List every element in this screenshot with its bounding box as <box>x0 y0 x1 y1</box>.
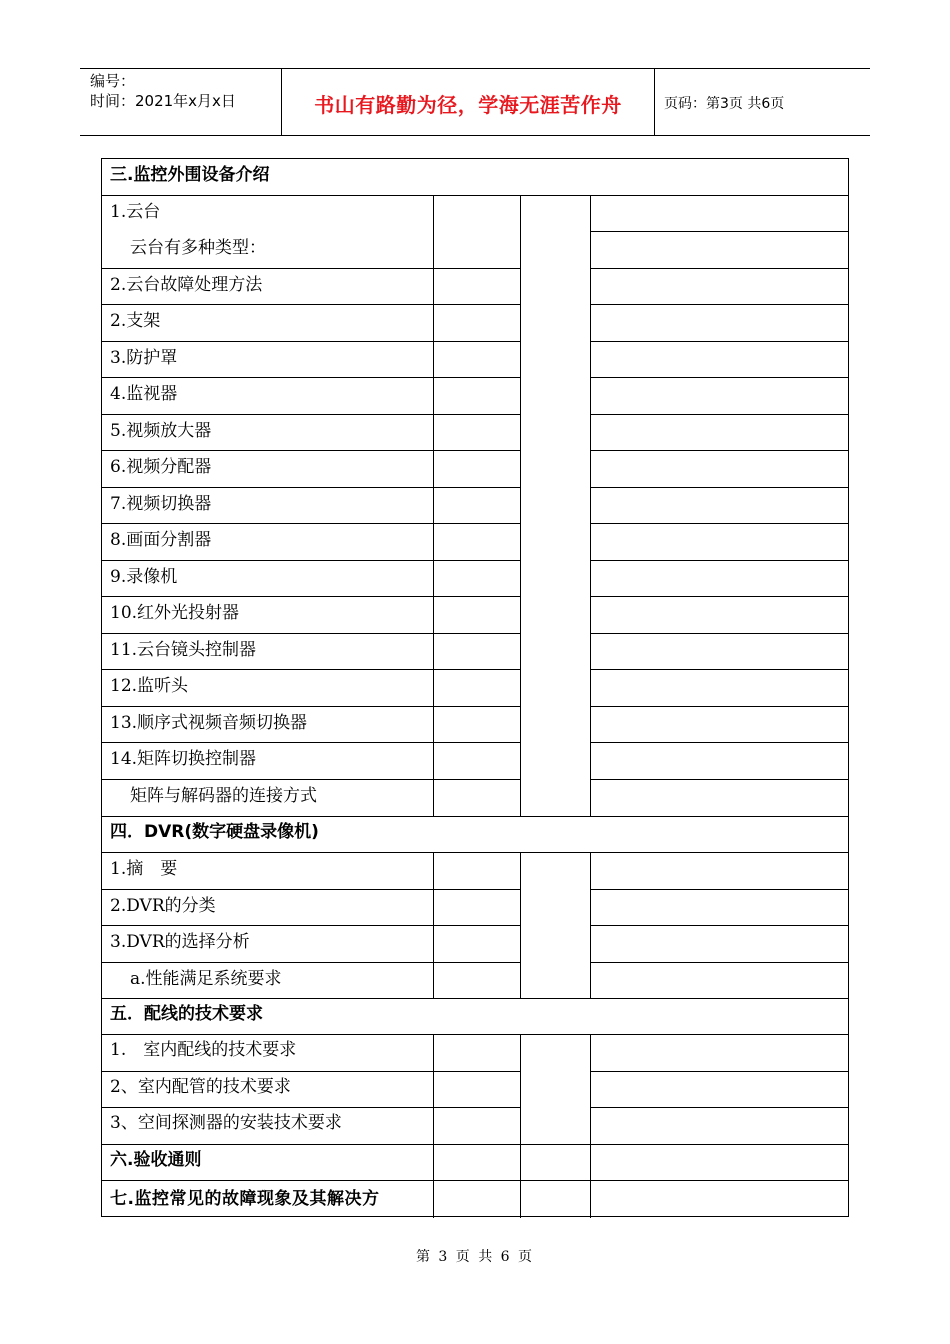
grid-line <box>433 195 434 816</box>
item-label: 8.画面分割器 <box>110 530 212 550</box>
grid-line <box>590 231 848 232</box>
section-title: 五．配线的技术要求 <box>110 1004 263 1024</box>
table-row <box>102 1034 848 1071</box>
grid-line <box>102 1107 520 1108</box>
header-meta <box>90 71 236 111</box>
section-title: 六.验收通则 <box>110 1150 202 1170</box>
grid-line <box>590 487 848 488</box>
grid-line <box>590 925 848 926</box>
number-label: 编号： <box>90 72 136 90</box>
grid-line <box>102 669 520 670</box>
grid-line <box>590 1107 848 1108</box>
grid-line <box>433 1144 434 1218</box>
grid-line <box>590 1034 591 1144</box>
item-label: 1. 室内配线的技术要求 <box>110 1040 297 1060</box>
table-row <box>102 889 848 925</box>
grid-line <box>102 341 520 342</box>
grid-line <box>102 706 520 707</box>
grid-line <box>102 304 520 305</box>
section-row <box>102 159 848 195</box>
grid-line <box>433 852 434 998</box>
table-row <box>102 1071 848 1107</box>
grid-line <box>102 268 520 269</box>
table-row <box>102 304 848 341</box>
grid-line <box>590 596 848 597</box>
grid-line <box>590 523 848 524</box>
item-label: 7.视频切换器 <box>110 494 212 514</box>
grid-line <box>102 889 520 890</box>
item-label: 2.支架 <box>110 311 161 331</box>
table-row <box>102 231 848 268</box>
item-label: a.性能满足系统要求 <box>130 969 282 989</box>
item-label: 云台有多种类型： <box>130 238 266 258</box>
grid-line <box>590 852 591 998</box>
section-title: 四．DVR(数字硬盘录像机) <box>110 822 319 842</box>
grid-line <box>102 195 848 196</box>
grid-line <box>590 706 848 707</box>
grid-line <box>102 414 520 415</box>
item-label: 11.云台镜头控制器 <box>110 640 257 660</box>
grid-line <box>590 341 848 342</box>
item-label: 14.矩阵切换控制器 <box>110 749 257 769</box>
page-info: 页码：第3页 共6页 <box>664 96 785 112</box>
section-title: 三.监控外围设备介绍 <box>110 165 270 185</box>
item-label: 5.视频放大器 <box>110 421 212 441</box>
table-row <box>102 377 848 414</box>
item-label: 3.防护罩 <box>110 348 178 368</box>
table-row <box>102 962 848 998</box>
table-row <box>102 487 848 523</box>
grid-line <box>590 962 848 963</box>
grid-line <box>433 1034 434 1144</box>
grid-line <box>520 1034 521 1144</box>
table-row <box>102 669 848 706</box>
grid-line <box>590 669 848 670</box>
table-row <box>102 450 848 487</box>
item-label: 3.DVR的选择分析 <box>110 932 250 952</box>
grid-line <box>520 852 521 998</box>
table-row <box>102 633 848 669</box>
grid-line <box>102 998 848 999</box>
grid-line <box>102 450 520 451</box>
table-row <box>102 706 848 742</box>
grid-line <box>520 195 521 816</box>
grid-line <box>590 889 848 890</box>
table-row <box>102 742 848 779</box>
grid-line <box>590 377 848 378</box>
table-row <box>102 560 848 596</box>
motto: 书山有路勤为径，学海无涯苦作舟 <box>314 93 622 117</box>
grid-line <box>590 1071 848 1072</box>
item-label: 2.云台故障处理方法 <box>110 275 263 295</box>
item-label: 9.录像机 <box>110 567 178 587</box>
grid-line <box>102 377 520 378</box>
item-label: 1.云台 <box>110 202 161 222</box>
item-label: 12.监听头 <box>110 676 189 696</box>
item-label: 2、室内配管的技术要求 <box>110 1077 291 1097</box>
outline-table <box>101 158 849 1217</box>
table-row <box>102 852 848 889</box>
grid-line <box>590 450 848 451</box>
grid-line <box>102 1071 520 1072</box>
table-row <box>102 596 848 633</box>
item-label: 6.视频分配器 <box>110 457 212 477</box>
grid-line <box>590 1144 591 1218</box>
grid-line <box>590 195 591 816</box>
grid-line <box>590 414 848 415</box>
grid-line <box>590 742 848 743</box>
grid-line <box>102 596 520 597</box>
grid-line <box>102 560 520 561</box>
date-label: 时间：2021年x月x日 <box>90 92 236 110</box>
grid-line <box>102 925 520 926</box>
section-title: 七.监控常见的故障现象及其解决方 <box>110 1189 380 1209</box>
table-row <box>102 268 848 304</box>
item-label: 3、空间探测器的安装技术要求 <box>110 1113 342 1133</box>
grid-line <box>102 633 520 634</box>
table-row <box>102 341 848 377</box>
grid-line <box>102 962 520 963</box>
section-row <box>102 816 848 852</box>
grid-line <box>102 1034 848 1035</box>
grid-line <box>102 742 520 743</box>
section-row <box>102 998 848 1034</box>
grid-line <box>590 304 848 305</box>
table-row <box>102 195 848 231</box>
grid-line <box>590 779 848 780</box>
item-label: 2.DVR的分类 <box>110 896 216 916</box>
item-label: 矩阵与解码器的连接方式 <box>130 786 317 806</box>
item-label: 4.监视器 <box>110 384 178 404</box>
grid-line <box>590 560 848 561</box>
grid-line <box>590 268 848 269</box>
grid-line <box>102 487 520 488</box>
grid-line <box>520 1144 521 1218</box>
grid-line <box>102 1180 848 1181</box>
grid-line <box>102 779 520 780</box>
page-header <box>80 68 870 136</box>
section-row <box>102 1144 848 1180</box>
grid-line <box>102 523 520 524</box>
grid-line <box>590 633 848 634</box>
item-label: 1.摘 要 <box>110 859 178 879</box>
header-divider <box>654 69 655 135</box>
item-label: 10.红外光投射器 <box>110 603 240 623</box>
table-row <box>102 523 848 560</box>
table-row <box>102 1107 848 1144</box>
page-footer: 第 3 页 共 6 页 <box>415 1249 535 1265</box>
grid-line <box>102 1144 848 1145</box>
section-row <box>102 1180 848 1218</box>
table-row <box>102 779 848 816</box>
table-row <box>102 925 848 962</box>
table-row <box>102 414 848 450</box>
item-label: 13.顺序式视频音频切换器 <box>110 713 308 733</box>
grid-line <box>102 816 848 817</box>
grid-line <box>102 852 848 853</box>
